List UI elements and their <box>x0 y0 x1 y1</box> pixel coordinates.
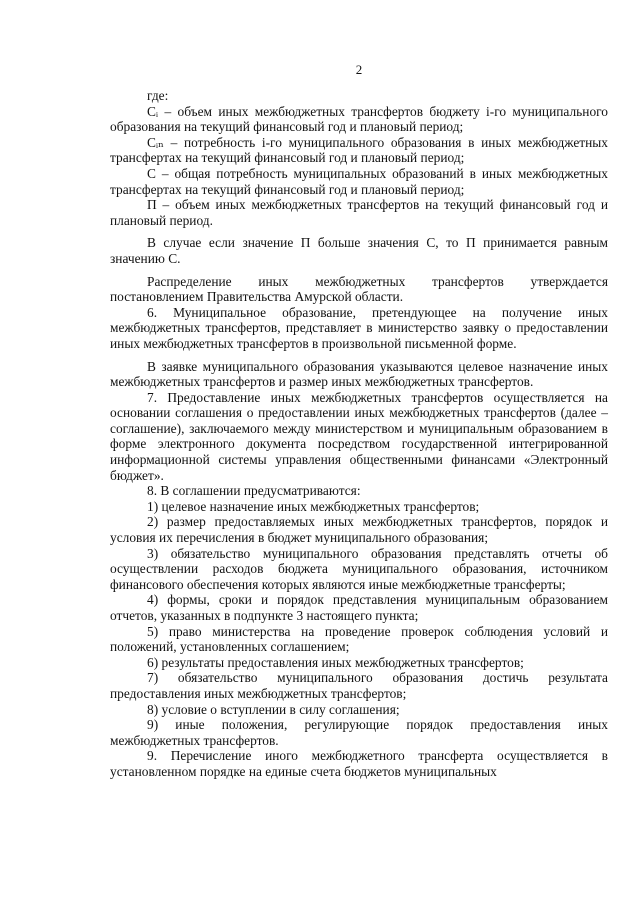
paragraph-13: 2) размер предоставляемых иных межбюджетных трансфертов, порядок и условия их перечисления в бюджет муниципального образования; <box>110 514 608 546</box>
paragraph-20: 9) иные положения, регулирующие порядок предоставления иных межбюджетных трансфертов. <box>110 717 608 748</box>
paragraph-16: 5) право министерства на проведение проверок соблюдения условий и положений, установленных соглашением; <box>110 623 608 655</box>
paragraph-10: 7. Предоставление иных межбюджетных трансфертов осуществляется на основании соглашения о предоставлении иных межбюджетных трансфертов (далее – соглашение), заключаемого между министерством и муниципальным образованием в форме электронного документа посредством государственной интегрированной информационной системы управления общественными финансами «Электронный бюджет». <box>110 389 608 483</box>
page-number: 2 <box>355 62 363 77</box>
paragraph-11: 8. В соглашении предусматриваются: <box>147 483 361 499</box>
paragraph-12: 1) целевое назначение иных межбюджетных трансфертов; <box>147 498 480 514</box>
paragraph-21: 9. Перечисление иного межбюджетного трансферта осуществляется в установленном порядке на единые счета бюджетов муниципальных <box>110 748 608 779</box>
document-body <box>110 88 608 780</box>
paragraph-2: Cᵢ – объем иных межбюджетных трансфертов бюджету i-го муниципального образования на текущий финансовый год и плановый период; <box>110 103 608 135</box>
paragraph-3: Cᵢₙ – потребность i-го муниципального образования в иных межбюджетных трансфертах на текущий финансовый год и плановый период; <box>110 134 608 166</box>
paragraph-1: где: <box>147 88 169 103</box>
paragraph-8: 6. Муниципальное образование, претендующее на получение иных межбюджетных трансфертов, представляет в министерство заявку о предоставлении иных межбюджетных трансфертов в произвольной письменной форме. <box>110 304 608 351</box>
paragraph-4: C – общая потребность муниципальных образований в иных межбюджетных трансфертах на текущий финансовый год и плановый период; <box>110 165 608 197</box>
paragraph-7: Распределение иных межбюджетных трансфертов утверждается постановлением Правительства Амурской области. <box>110 273 608 305</box>
paragraph-15: 4) формы, сроки и порядок представления муниципальным образованием отчетов, указанных в подпункте 3 настоящего пункта; <box>110 592 608 623</box>
paragraph-14: 3) обязательство муниципального образования представлять отчеты об осуществлении расходов бюджета муниципального образования, источником финансового обеспечения которых являются иные межбюджетные трансферты; <box>110 545 608 592</box>
paragraph-18: 7) обязательство муниципального образования достичь результата предоставления иных межбюджетных трансфертов; <box>110 670 608 701</box>
paragraph-19: 8) условие о вступлении в силу соглашения; <box>147 701 400 717</box>
paragraph-6: В случае если значение П больше значения C, то П принимается равным значению C. <box>110 235 608 266</box>
paragraph-17: 6) результаты предоставления иных межбюджетных трансфертов; <box>147 654 524 670</box>
paragraph-5: П – объем иных межбюджетных трансфертов на текущий финансовый год и плановый период. <box>110 197 608 228</box>
paragraph-9: В заявке муниципального образования указываются целевое назначение иных межбюджетных трансфертов и размер иных межбюджетных трансфертов. <box>110 358 608 390</box>
